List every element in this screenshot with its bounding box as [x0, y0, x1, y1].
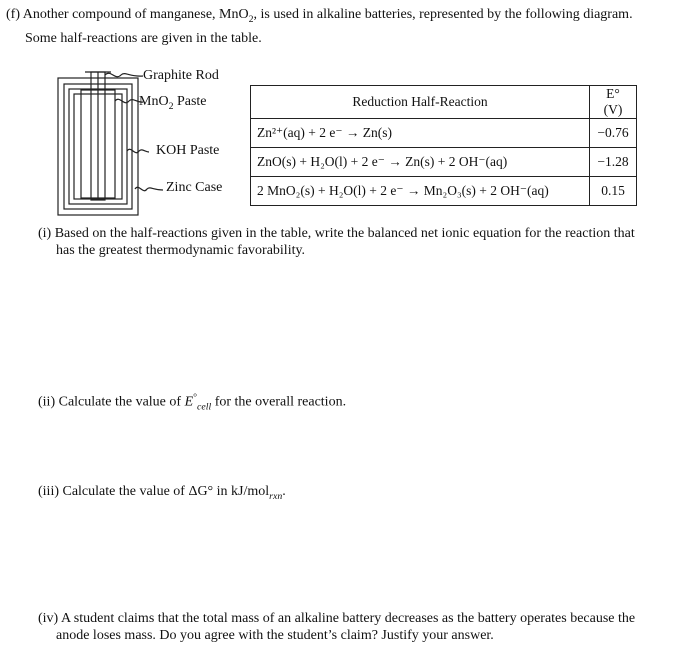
battery-diagram — [55, 66, 245, 216]
table-row — [251, 119, 637, 148]
label-koh-paste: KOH Paste — [156, 143, 220, 158]
question-i-line-2: has the greatest thermodynamic favorability. — [56, 243, 306, 258]
half-reaction-table — [250, 85, 637, 206]
question-i — [38, 225, 635, 259]
label-graphite-rod: Graphite Rod — [143, 68, 219, 83]
question-iv — [38, 610, 635, 644]
header-potential: E° (V) — [590, 86, 637, 119]
question-iv-line-1: (iv) A student claims that the total mass of an alkaline battery decreases as the battery operates because the — [38, 611, 636, 626]
reaction-cell: Zn²⁺(aq) + 2 e⁻ → Zn(s) — [251, 119, 590, 148]
table-row — [251, 148, 637, 177]
label-zinc-case: Zinc Case — [166, 180, 223, 195]
header-reaction: Reduction Half-Reaction — [251, 86, 590, 119]
reaction-cell: 2 MnO₂(s) + H₂O(l) + 2 e⁻ → Mn₂O₃(s) + 2 OH⁻(aq) — [251, 177, 590, 206]
potential-cell: 0.15 — [590, 177, 637, 206]
question-iii: (iii) Calculate the value of ΔG° in kJ/mol$_{rxn}$. — [38, 484, 286, 502]
table-row — [251, 177, 637, 206]
intro-line-1: (f) Another compound of manganese, MnO$_2$, is used in alkaline batteries, represented by the following diagram. — [6, 7, 633, 25]
question-intro — [6, 5, 633, 48]
question-iv-line-2: anode loses mass. Do you agree with the student’s claim? Justify your answer. — [56, 628, 494, 643]
table-header-row — [251, 86, 637, 119]
question-ii: (ii) Calculate the value of $E^\circ_{cell}$ for the overall reaction. — [38, 392, 347, 413]
leader-graphite — [105, 73, 143, 76]
leader-zinc — [135, 187, 163, 190]
intro-line-2: Some half-reactions are given in the table. — [25, 30, 262, 46]
label-mno2-paste: MnO$_2$ Paste — [139, 94, 207, 112]
potential-cell: −1.28 — [590, 148, 637, 177]
reaction-cell: ZnO(s) + H₂O(l) + 2 e⁻ → Zn(s) + 2 OH⁻(aq) — [251, 148, 590, 177]
question-i-line-1: (i) Based on the half-reactions given in the table, write the balanced net ionic equation for the reaction that — [38, 226, 635, 241]
ecell-symbol: E — [184, 394, 194, 410]
potential-cell: −0.76 — [590, 119, 637, 148]
